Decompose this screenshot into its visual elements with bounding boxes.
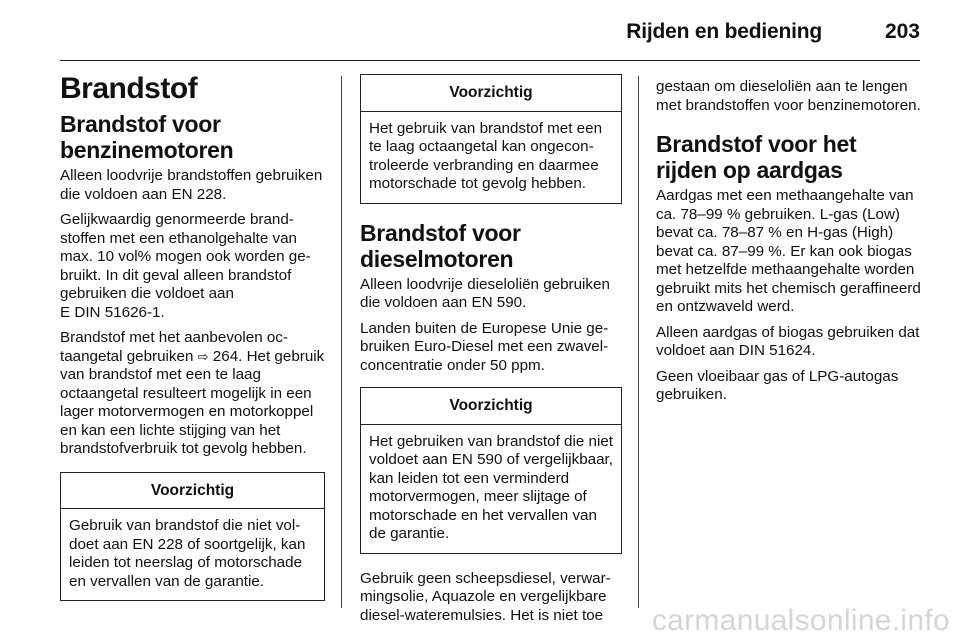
warning-box: [60, 472, 325, 602]
page-header: [0, 14, 920, 54]
warning-box: [360, 74, 622, 204]
header-divider: [60, 60, 920, 61]
header-title: Rijden en bediening: [626, 20, 822, 43]
paragraph: [60, 211, 325, 322]
warning-title: Voorzichtig: [61, 473, 324, 510]
section-title: Brandstof: [60, 72, 198, 105]
paragraph: Geen vloeibaar gas of LPG-autogas gebruiken.: [656, 367, 899, 403]
paragraph: Alleen aardgas of biogas gebruiken dat voldoet aan DIN 51624.: [656, 323, 920, 359]
subsection-title-cng: Brandstof voor het rijden op aardgas: [656, 131, 857, 183]
paragraph: Aardgas met een methaangehalte van ca. 78–99 % gebruiken. L-gas (Low) bevat ca. 78–87 % en H-gas (High) bevat ca. 87–99 %. Er kan ook biogas met hetzelfde methaangehalte worden gebruikt mits het chemisch geraffineerd en ontzwaveld werd.: [656, 187, 921, 315]
paragraph-text: Gelijkwaardig genormeerde brandstoffen met een ethanolgehalte van max. 10 vol% mogen ook worden gebruikt. In dit geval alleen brandstof gebruiken die voldoet aan: [60, 211, 311, 302]
warning-text: Gebruik van brandstof die niet voldoet aan EN 228 of soortgelijk, kan leiden tot neerslag of motorschade en vervallen van de garantie.: [69, 517, 306, 590]
subsection-title-diesel: Brandstof voor dieselmotoren: [360, 219, 521, 272]
column-divider-2: [638, 76, 639, 608]
paragraph: Landen buiten de Europese Unie gebruiken Euro-Diesel met een zwavelconcentratie onder 50 ppm.: [360, 319, 609, 374]
arrow-reference-icon: ⇨: [197, 348, 209, 364]
column-1: [60, 72, 325, 617]
warning-text: Het gebruiken van brandstof die niet voldoet aan EN 590 of vergelijkbaar, kan leiden tot een verminderd motorvermogen, meer slijtage of motorschade en het vervallen van de garantie.: [369, 432, 614, 542]
column-2: [360, 74, 622, 632]
paragraph: Gebruik geen scheepsdiesel, verwarmingsolie, Aquazole en vergelijkbare diesel-wateremulsies. Het is niet toe: [360, 569, 611, 624]
subsection-title-petrol: Brandstof voor benzinemotoren: [60, 111, 234, 163]
paragraph: [60, 329, 325, 459]
warning-title: Voorzichtig: [361, 388, 621, 425]
warning-title: Voorzichtig: [361, 75, 621, 112]
column-divider-1: [341, 76, 342, 608]
column-3: [656, 78, 922, 412]
paragraph: Alleen loodvrije dieseloliën gebruiken die voldoen aan EN 590.: [360, 275, 610, 311]
paragraph: Alleen loodvrije brandstoffen gebruiken die voldoen aan EN 228.: [60, 167, 323, 203]
paragraph-text: 264. Het gebruik van brandstof met een te laag octaangetal resulteert mogelijk in een lager motorvermogen en motorkoppel en kan een lichte stijging van het brandstofverbruik tot gevolg hebben.: [60, 347, 325, 457]
watermark-text: carmanualsonline.info: [651, 604, 950, 637]
warning-box: [360, 387, 622, 554]
page-number: 203: [884, 20, 920, 43]
paragraph: gestaan om dieseloliën aan te lengen met brandstoffen voor benzinemotoren.: [656, 78, 921, 114]
warning-text: Het gebruik van brandstof met een te laag octaangetal kan ongecontroleerde verbranding en daarmee motorschade tot gevolg hebben.: [369, 119, 603, 192]
paragraph-text: Brandstof met het aanbevolen octaangetal gebruiken: [60, 329, 288, 365]
paragraph-text: E DIN 51626-1.: [60, 303, 165, 321]
